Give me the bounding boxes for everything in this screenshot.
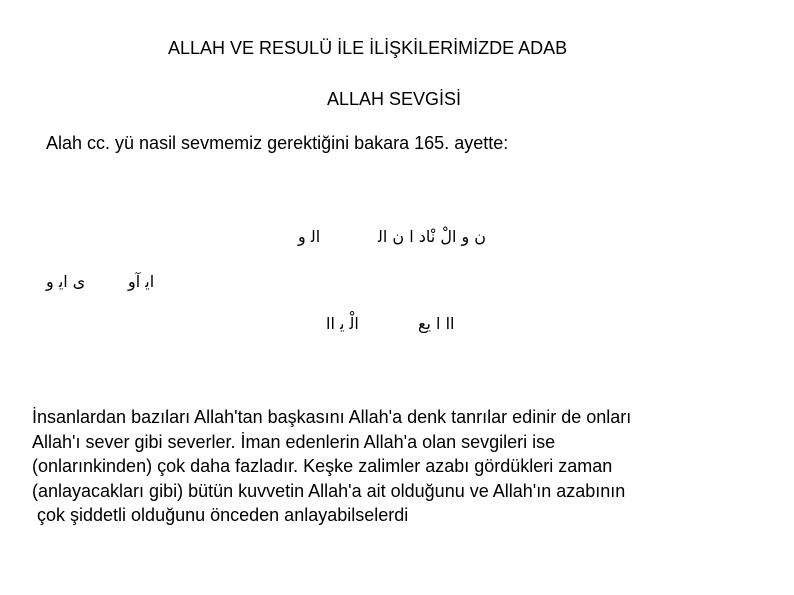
section-title: ALLAH SEVGİSİ <box>327 89 462 109</box>
arabic-verse-fragment: ﺍﺍ ﺍ ﻳﻊ <box>418 314 455 333</box>
translation-line: (anlayacakları gibi) bütün kuvvetin Allah'a ait olduğunu ve Allah'ın azabının <box>32 480 626 501</box>
translation-line: (onlarınkinden) çok daha fazladır. Keşke zalimler azabı gördükleri zaman <box>32 456 613 476</box>
page-title: ALLAH VE RESULÜ İLE İLİŞKİLERİMİZDE ADAB <box>168 38 568 58</box>
arabic-verse-fragment: ﻯ ﺍﻳ ﻭ <box>46 272 86 291</box>
arabic-verse-fragment: ﺍﻟ ﻭ <box>298 227 321 246</box>
arabic-verse-fragment: ﺍﻳ ﺁﻭ <box>128 272 155 291</box>
translation-line: Allah'ı sever gibi severler. İman edenlerin Allah'a olan sevgileri ise <box>32 431 556 452</box>
arabic-verse-fragment: ﺍﻟْ ﻳ ﺍﺍ <box>326 314 359 333</box>
verse-translation <box>32 405 631 528</box>
translation-line: çok şiddetli olduğunu önceden anlayabilselerdi <box>32 505 409 525</box>
arabic-verse-fragment: ن و الْ نْاد ﺍ ﻥ ﺍﻟ <box>378 227 487 246</box>
intro-text: Alah cc. yü nasil sevmemiz gerektiğini bakara 165. ayette: <box>46 133 509 153</box>
translation-line: İnsanlardan bazıları Allah'tan başkasını Allah'a denk tanrılar edinir de onları <box>32 407 632 427</box>
